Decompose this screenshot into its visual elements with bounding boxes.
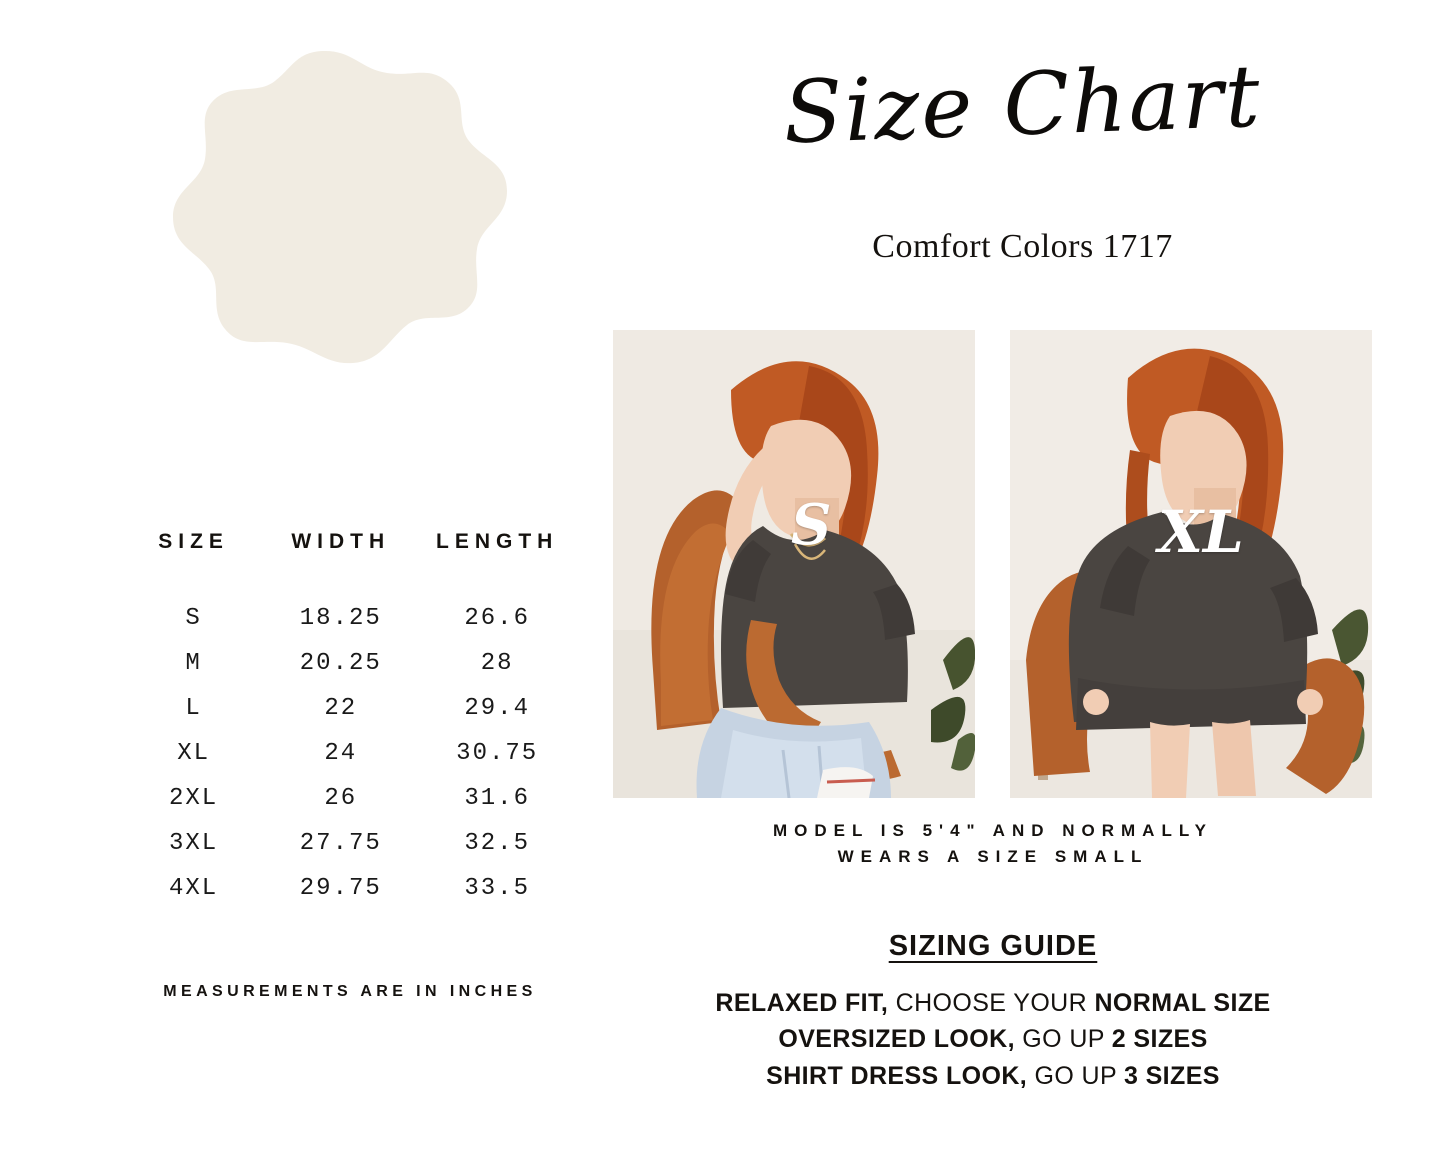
sizing-guide-title: SIZING GUIDE xyxy=(888,930,1098,962)
table-row xyxy=(120,596,580,641)
decorative-blob-placeholder xyxy=(130,45,520,445)
column-header-width: WIDTH xyxy=(291,530,391,553)
model-note xyxy=(613,818,1373,871)
guide-line-lead: SHIRT DRESS LOOK, xyxy=(766,1061,1028,1090)
cell-size: L xyxy=(185,695,202,722)
cell-length: 31.6 xyxy=(464,785,530,812)
sizing-guide xyxy=(613,930,1373,1094)
cell-size: 3XL xyxy=(168,830,219,857)
page-title: Size Chart xyxy=(781,46,1264,164)
guide-line-rest: GO UP xyxy=(1014,1025,1112,1054)
cell-width: 27.75 xyxy=(299,830,382,857)
guide-line-tail: NORMAL SIZE xyxy=(1094,989,1271,1017)
left-column xyxy=(0,0,600,1156)
table-row xyxy=(120,866,580,911)
guide-line-tail: 3 SIZES xyxy=(1123,1061,1220,1090)
cell-length: 30.75 xyxy=(456,740,539,767)
cell-width: 22 xyxy=(324,695,358,722)
right-column xyxy=(600,0,1445,1156)
page-subtitle: Comfort Colors 1717 xyxy=(872,228,1173,265)
cell-width: 24 xyxy=(324,740,358,767)
model-small-illustration-icon xyxy=(613,330,975,798)
column-header-length: LENGTH xyxy=(436,530,559,553)
cell-length: 29.4 xyxy=(464,695,530,722)
size-table-block xyxy=(120,530,580,911)
cell-width: 18.25 xyxy=(299,605,382,632)
size-table xyxy=(120,530,580,911)
cell-size: XL xyxy=(177,740,210,767)
measurements-note: MEASUREMENTS ARE IN INCHES xyxy=(163,983,537,1000)
guide-line-lead: RELAXED FIT, xyxy=(715,989,889,1017)
photo-size-small xyxy=(613,330,975,798)
model-note-line-2: WEARS A SIZE SMALL xyxy=(837,847,1149,867)
cell-width: 29.75 xyxy=(299,875,382,902)
table-header-row xyxy=(120,530,580,596)
table-row xyxy=(120,776,580,821)
cell-size: M xyxy=(185,650,202,677)
guide-line-rest: CHOOSE YOUR xyxy=(888,989,1095,1017)
photo-label-xl: XL xyxy=(1158,498,1244,566)
cell-length: 33.5 xyxy=(464,875,530,902)
table-row xyxy=(120,641,580,686)
guide-line-tail: 2 SIZES xyxy=(1111,1025,1208,1054)
cell-width: 26 xyxy=(324,785,358,812)
cell-length: 28 xyxy=(480,650,514,677)
table-row xyxy=(120,821,580,866)
guide-line-rest: GO UP xyxy=(1027,1061,1124,1090)
sizing-guide-line xyxy=(613,1021,1373,1057)
guide-line-lead: OVERSIZED LOOK, xyxy=(778,1025,1015,1054)
table-row xyxy=(120,686,580,731)
model-photos xyxy=(613,330,1373,798)
cell-size: 2XL xyxy=(168,785,219,812)
cell-size: S xyxy=(185,605,202,632)
model-note-line-1: MODEL IS 5'4" AND NORMALLY xyxy=(772,821,1213,840)
photo-label-s: S xyxy=(791,492,832,558)
table-row xyxy=(120,731,580,776)
cell-length: 26.6 xyxy=(464,605,530,632)
sizing-guide-line xyxy=(613,985,1373,1021)
sizing-guide-line xyxy=(613,1058,1373,1094)
cell-length: 32.5 xyxy=(464,830,530,857)
blob-shape-icon xyxy=(130,45,520,445)
photo-size-xl xyxy=(1010,330,1372,798)
cell-size: 4XL xyxy=(168,875,219,902)
column-header-size: SIZE xyxy=(158,530,229,553)
cell-width: 20.25 xyxy=(299,650,382,677)
